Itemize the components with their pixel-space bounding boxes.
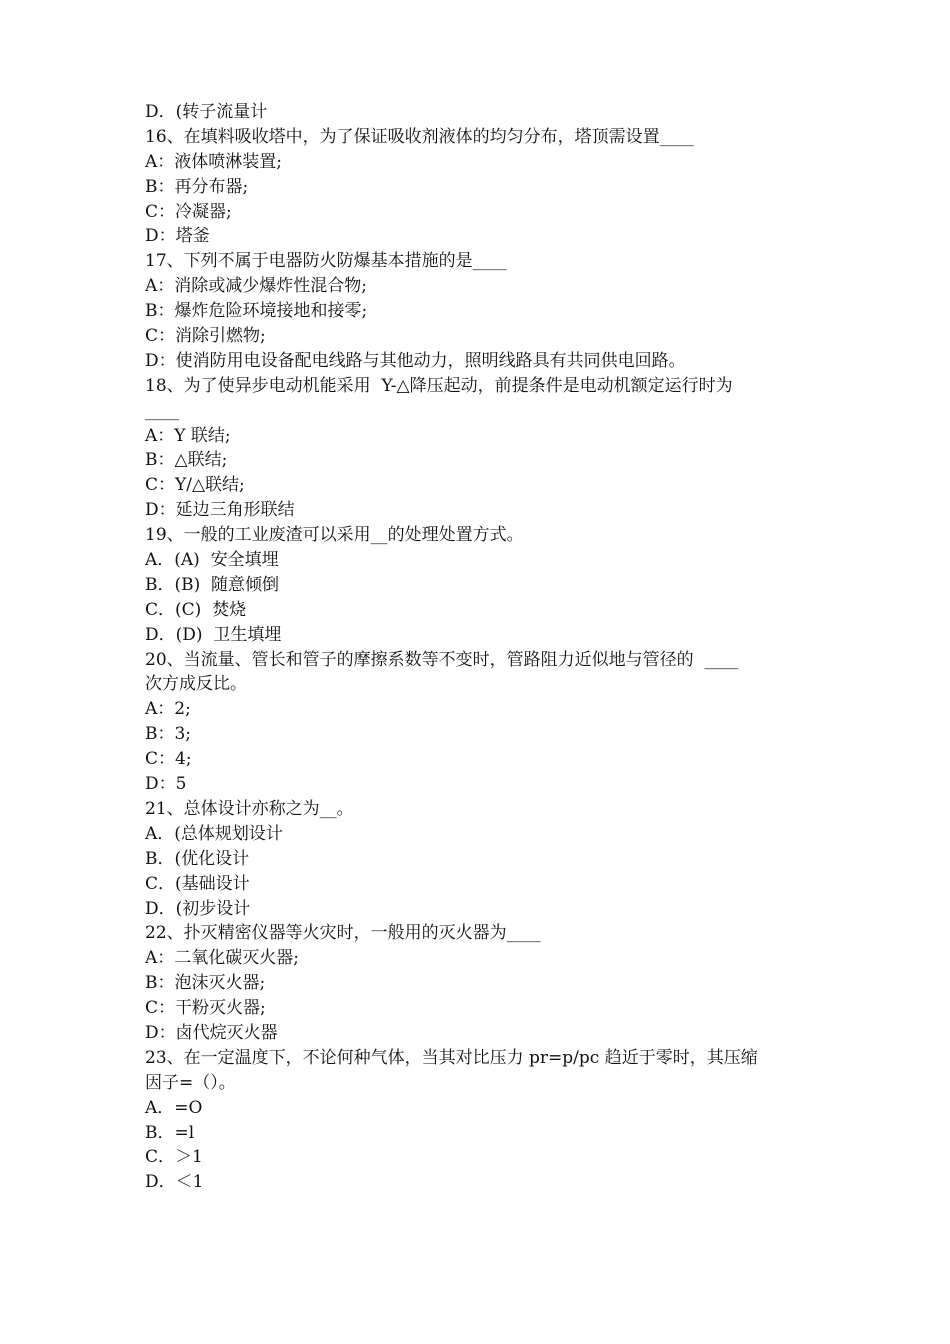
question-17: 17、下列不属于电器防火防爆基本措施的是____ <box>145 251 507 272</box>
q21-option-d: D．(初步设计 <box>145 898 251 919</box>
q20-option-c: C：4; <box>145 749 192 770</box>
q21-option-c: C．(基础设计 <box>145 873 250 894</box>
q16-option-b: B：再分布器; <box>145 176 249 197</box>
q18-option-c: C：Y/△联结; <box>145 475 245 496</box>
q16-option-c: C：冷凝器; <box>145 201 232 222</box>
q17-option-b: B：爆炸危险环境接地和接零; <box>145 301 368 322</box>
question-20-continued: 次方成反比。 <box>145 674 247 695</box>
q23-option-d: D．＜1 <box>145 1172 204 1193</box>
question-20: 20、当流量、管长和管子的摩擦系数等不变时，管路阻力近似地与管径的 ____ <box>145 649 739 670</box>
q18-option-b: B：△联结; <box>145 450 228 471</box>
question-16: 16、在填料吸收塔中，为了保证吸收剂液体的均匀分布，塔顶需设置____ <box>145 126 694 147</box>
q19-option-b: B．(B) 随意倾倒 <box>145 574 280 595</box>
q21-option-a: A．(总体规划设计 <box>145 823 283 844</box>
question-21: 21、总体设计亦称之为__。 <box>145 798 354 819</box>
q23-option-b: B．=l <box>145 1122 195 1143</box>
q17-option-d: D：使消防用电设备配电线路与其他动力，照明线路具有共同供电回路。 <box>145 350 686 371</box>
q19-option-c: C．(C) 焚烧 <box>145 599 247 620</box>
q22-option-a: A：二氧化碳灭火器; <box>145 948 300 969</box>
question-23-continued: 因子=（）。 <box>145 1072 236 1093</box>
q22-option-b: B：泡沫灭火器; <box>145 973 266 994</box>
q20-option-d: D：5 <box>145 774 187 795</box>
question-18: 18、为了使异步电动机能采用 Y-△降压起动，前提条件是电动机额定运行时为 <box>145 375 733 396</box>
q16-option-d: D：塔釜 <box>145 226 210 247</box>
q19-option-a: A．(A) 安全填埋 <box>145 550 279 571</box>
q19-option-d: D．(D) 卫生填埋 <box>145 624 282 645</box>
q18-option-a: A：Y 联结; <box>145 425 231 446</box>
line-d-option: D．(转子流量计 <box>145 102 268 122</box>
q18-option-d: D：延边三角形联结 <box>145 500 295 521</box>
q22-option-d: D：卤代烷灭火器 <box>145 1022 278 1043</box>
q20-option-b: B：3; <box>145 724 192 745</box>
q16-option-a: A：液体喷淋装置; <box>145 151 283 172</box>
question-23: 23、在一定温度下，不论何种气体，当其对比压力 pr=p/pc 趋近于零时，其压缩 <box>145 1047 758 1068</box>
q22-option-c: C：干粉灭火器; <box>145 998 266 1019</box>
q20-option-a: A：2; <box>145 699 191 720</box>
question-19: 19、一般的工业废渣可以采用__的处理处置方式。 <box>145 525 524 546</box>
q17-option-a: A：消除或减少爆炸性混合物; <box>145 276 368 297</box>
q23-option-a: A．=O <box>145 1097 203 1118</box>
q17-option-c: C：消除引燃物; <box>145 326 266 347</box>
q23-option-c: C．＞1 <box>145 1147 203 1168</box>
q21-option-b: B．(优化设计 <box>145 848 250 869</box>
question-22: 22、扑灭精密仪器等火灾时，一般用的灭火器为____ <box>145 923 541 944</box>
document-page <box>145 100 813 1195</box>
question-18-continued: ____ <box>145 400 179 421</box>
